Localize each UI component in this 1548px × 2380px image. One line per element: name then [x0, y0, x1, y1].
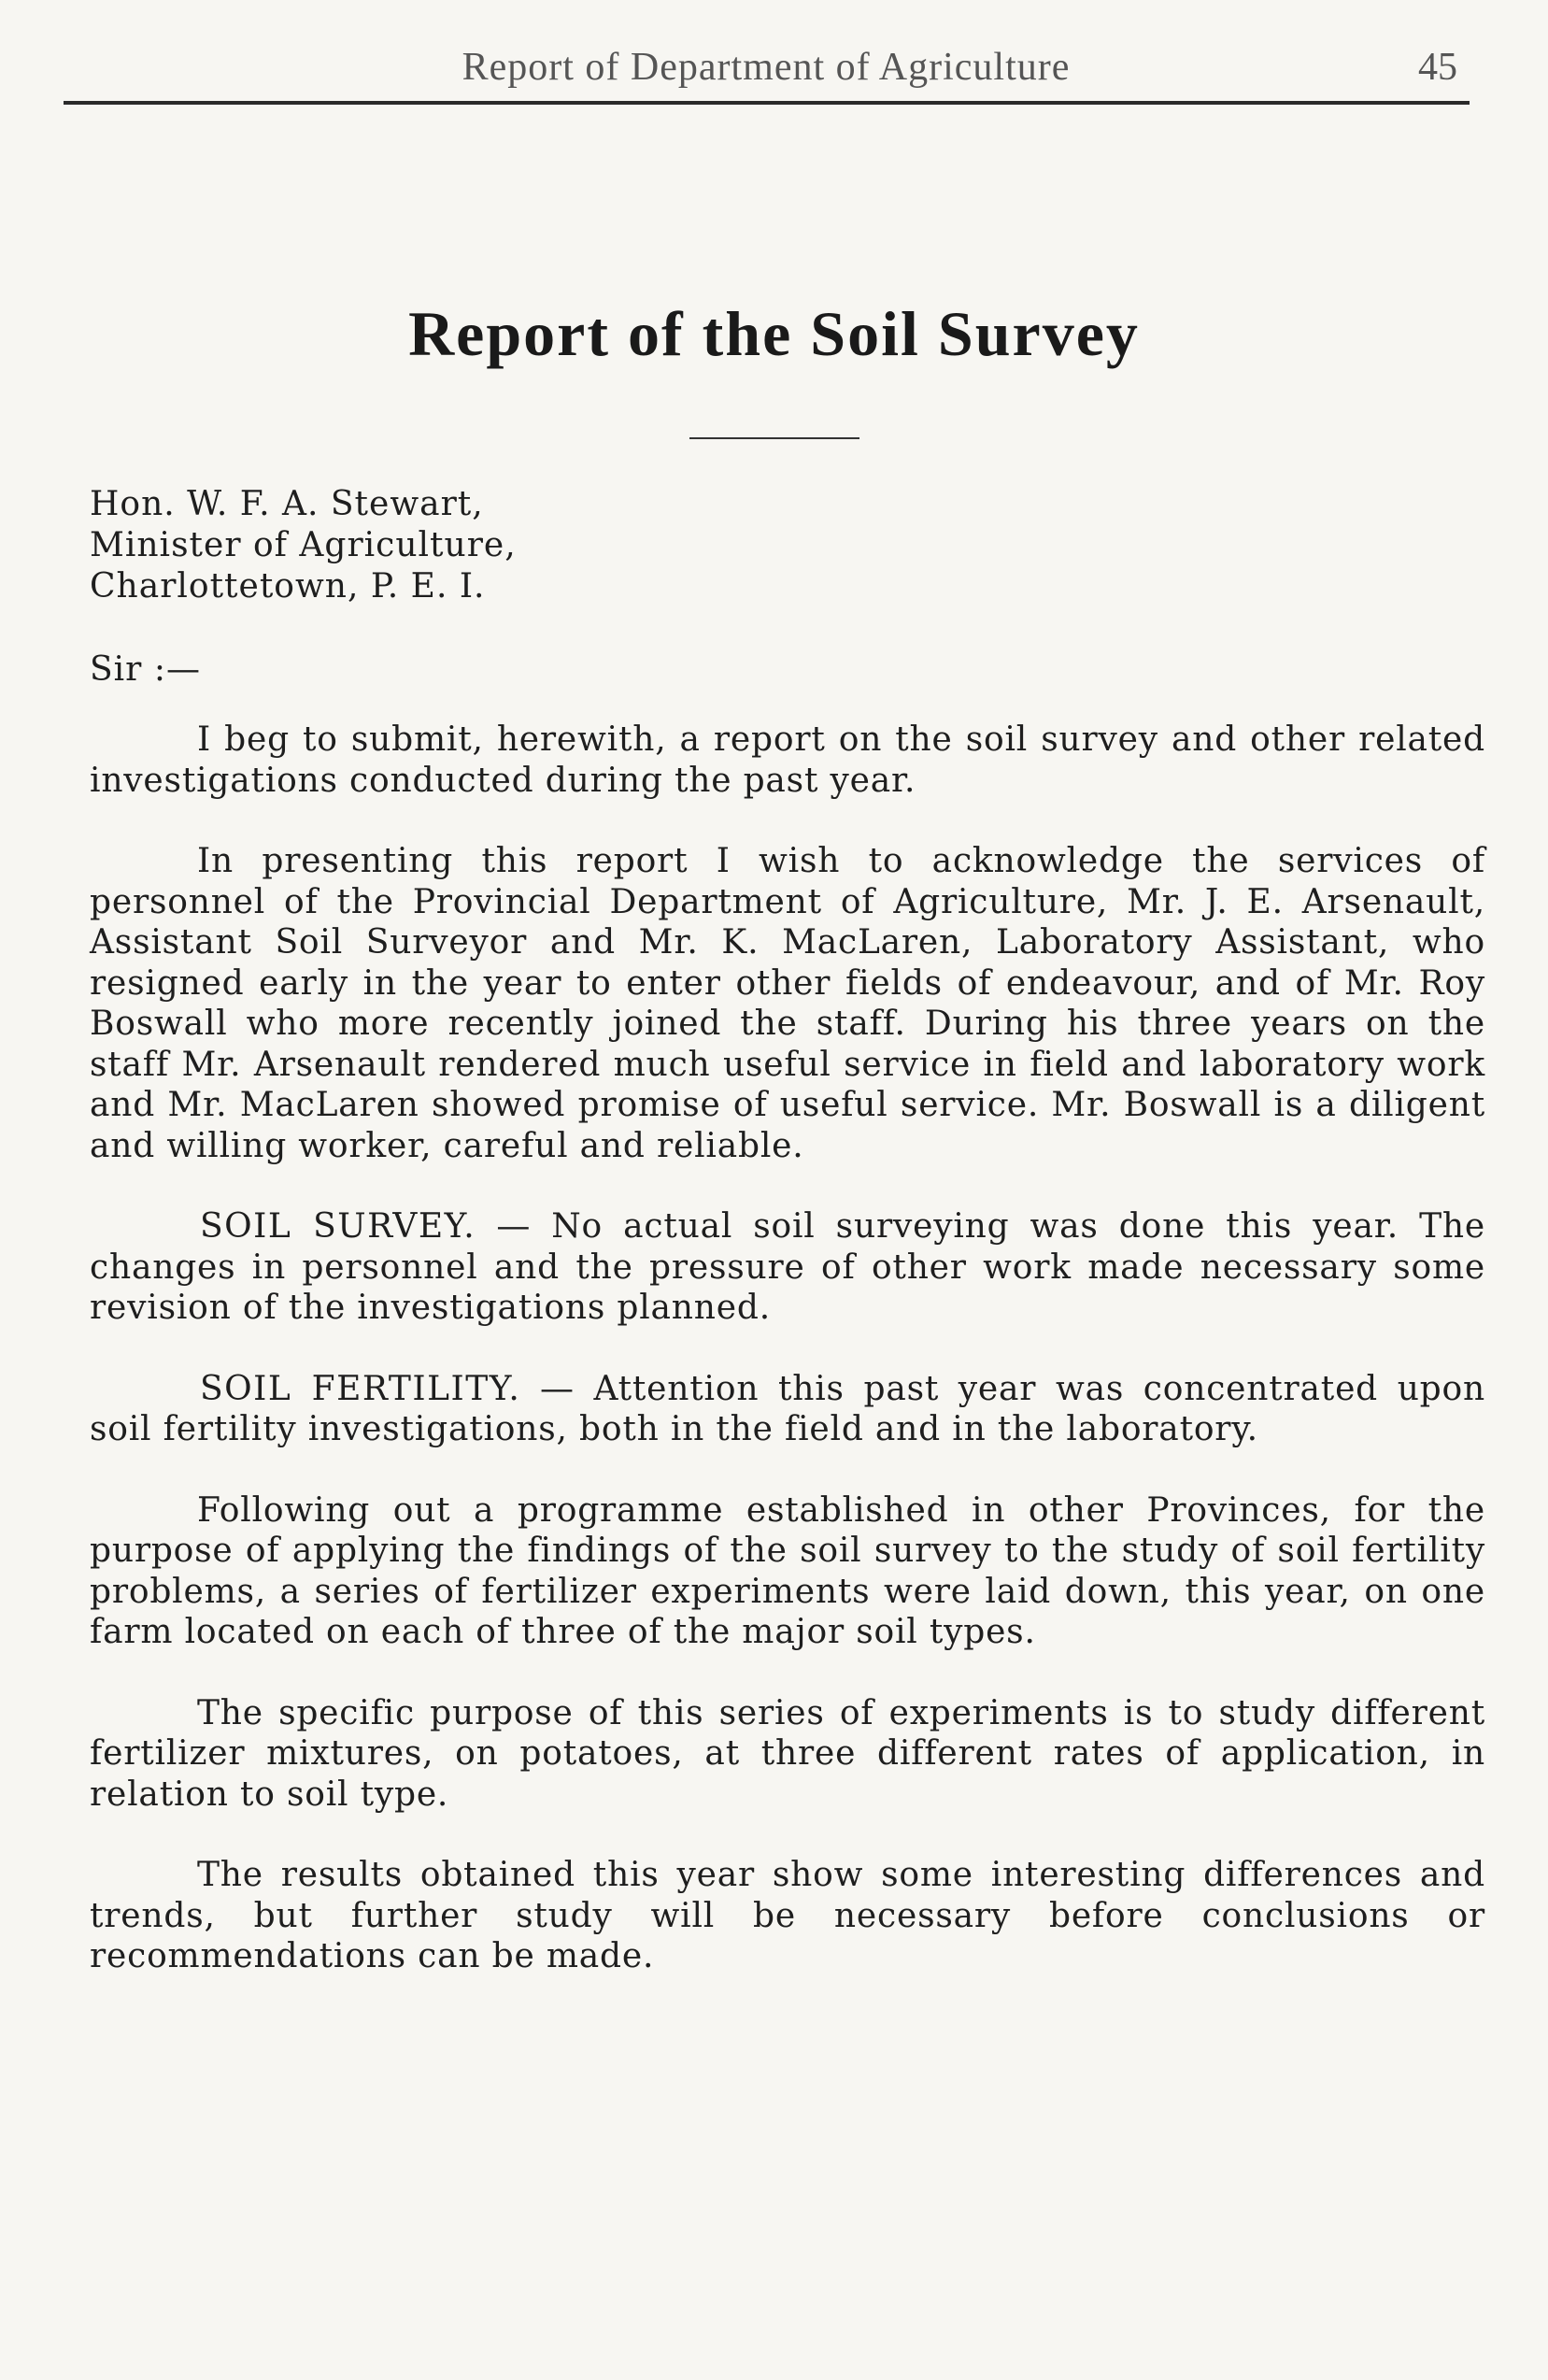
address-line-city: Charlottetown, P. E. I.	[90, 567, 486, 606]
running-header	[65, 37, 1467, 93]
section-heading-soil-fertility: SOIL FERTILITY.	[200, 1369, 521, 1408]
address-line-title: Minister of Agriculture,	[90, 526, 517, 564]
paragraph-soil-fertility	[90, 1369, 1485, 1450]
soil-survey-text: — No actual soil surveying was done this year. The changes in personnel and the pressure of other work made necessary some revision of the investigations planned.	[90, 1207, 1485, 1327]
running-title: Report of Department of Agriculture	[462, 46, 1071, 89]
address-line-name: Hon. W. F. A. Stewart,	[90, 485, 484, 523]
paragraph-programme: Following out a programme established in other Provinces, for the purpose of applying the findings of the soil survey to the study of soil fertility problems, a series of fertilizer experiments were laid down, this year, on one farm located on each of three of the major soil types.	[90, 1490, 1485, 1651]
report-body	[90, 720, 1485, 2017]
soil-fertility-text: — Attention this past year was concentrated upon soil fertility investigations, both in the field and in the laboratory.	[90, 1369, 1485, 1448]
paragraph-purpose: The specific purpose of this series of experiments is to study different fertilizer mixtures, on potatoes, at three different rates of application, in relation to soil type.	[90, 1693, 1485, 1814]
title-rule	[689, 437, 859, 439]
section-heading-soil-survey: SOIL SURVEY.	[200, 1207, 476, 1246]
salutation: Sir :—	[90, 650, 201, 689]
report-title: Report of the Soil Survey	[408, 298, 1140, 369]
page-number: 45	[1418, 46, 1457, 89]
paragraph-results: The results obtained this year show some interesting differences and trends, but further study will be necessary before conclusions or recommendations can be made.	[90, 1856, 1485, 1975]
paragraph-acknowledgement: In presenting this report I wish to acknowledge the services of personnel of the Provincial Department of Agriculture, Mr. J. E. Arsenault, Assistant Soil Surveyor and Mr. K. MacLaren, Laboratory Assistant, who resigned early in the year to enter other fields of endeavour, and of Mr. Roy Boswall who more recently joined the staff. During his three years on the staff Mr. Arsenault rendered much useful service in field and laboratory work and Mr. MacLaren showed promise of useful service. Mr. Boswall is a diligent and willing worker, careful and reliable.	[90, 842, 1485, 1165]
header-rule	[64, 101, 1470, 105]
address-block	[90, 484, 517, 607]
paragraph-soil-survey	[90, 1206, 1485, 1329]
paragraph-submission: I beg to submit, herewith, a report on the soil survey and other related investigations conducted during the past year.	[90, 720, 1485, 800]
